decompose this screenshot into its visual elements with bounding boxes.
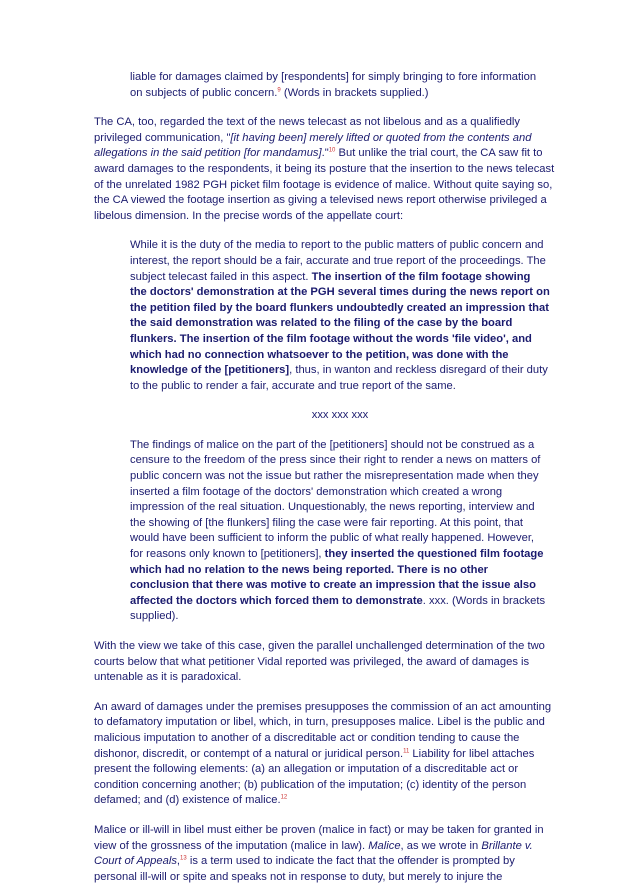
paragraph-text: (Words in brackets supplied.) (280, 86, 429, 99)
quote-continuation-paragraph (130, 70, 550, 101)
body-paragraph (94, 700, 558, 809)
footnote-link[interactable]: 11 (403, 747, 410, 754)
body-paragraph: With the view we take of this case, given the parallel unchallenged determination of the two courts below that what petitioner Vidal reported was privileged, the award of damages is untenable as it is paradoxical. (94, 640, 545, 684)
italic-text: Malice (368, 839, 401, 852)
paragraph-text: Liability for libel attaches present the following elements: (a) an allegation or imputation of a discreditable act or condition concerning another; (b) publication of the imputation; (c) identity of the person defamed; and (d) existence of malice. (94, 747, 535, 807)
quote-separator: xxx xxx xxx (311, 409, 369, 422)
paragraph-text: An award of damages under the premises presupposes the commission of an act amounting to defamatory imputation or libel, which, in turn, presupposes malice. Libel is the public and malicious imputation to another of a discreditable act or condition tending to cause the dishonor, discredit, or contempt of a natural or juridical person. (94, 700, 552, 760)
footnote-link[interactable]: 10 (328, 147, 336, 154)
italic-text: [it having been] merely lifted or quoted from the contents and allegations in the said petition [for mandamus] (94, 131, 532, 160)
paragraph-text: The CA, too, regarded the text of the news telecast as not libelous and as a qualifiedly privileged communication, " (94, 116, 521, 144)
paragraph-text: , (176, 855, 181, 868)
bold-text: they inserted the questioned film footage which had no relation to the news being reported. There is no other conclusion that there was motive to create an impression that the issue also affected the doctors which forced them to demonstrate (130, 548, 544, 607)
paragraph-text: Malice or ill-will in libel must either be proven (malice in fact) or may be taken for granted in view of the grossness of the imputation (malice in law). (94, 823, 544, 852)
body-paragraph (94, 115, 558, 224)
footnote-link[interactable]: 13 (180, 855, 187, 862)
quote-text: . xxx. (Words in brackets supplied). (130, 594, 546, 623)
paragraph-text: ." (321, 147, 329, 160)
quote-text: While it is the duty of the media to report to the public matters of public concern and interest, the report should be a fair, accurate and true report of the proceedings. The subject telecast failed in this aspect. (130, 239, 546, 283)
paragraph-text: liable for damages claimed by [respondents] for simply bringing to fore information on subjects of public concern. (130, 71, 537, 99)
case-citation: Brillante v. Court of Appeals (94, 839, 533, 868)
body-paragraph (94, 823, 558, 885)
paragraph-text: , as we wrote in (400, 839, 482, 852)
paragraph-text: But unlike the trial court, the CA saw fit to award damages to the respondents, it being its posture that the insertion to the news telecast of the unrelated 1982 PGH picket film footage is evidence of malice. Without quite saying so, the CA viewed the footage insertion as giving a televised news report otherwise privileged a libelous dimension. In the precise words of the appellate court: (94, 147, 555, 222)
block-quote (130, 438, 550, 625)
quote-text: The findings of malice on the part of the [petitioners] should not be construed as a censure to the freedom of the press since their right to render a news on matters of public concern was not the issue but rather the misrepresentation made when they inserted a film footage of the doctors' demonstration which created a wrong impression of the real situation. Unquestionably, the news reporting, interview and the showing of [the flunkers] filing the case were fair reporting. At this point, that would have been sufficient to inform the public of what really happened. However, for reasons only known to [petitioners], (130, 438, 541, 561)
footnote-link[interactable]: 12 (280, 794, 288, 801)
quote-text: , thus, in wanton and reckless disregard of their duty to the public to render a fair, accurate and true report of the same. (130, 364, 548, 392)
footnote-link[interactable]: 9 (277, 86, 281, 93)
bold-text: The insertion of the film footage showing the doctors' demonstration at the PGH several times during the news report on the petition filed by the board flunkers undoubtedly created an impression that the said demonstration was related to the filing of the case by the board flunkers. The insertion of the film footage without the words 'file video', and which had no connection whatsoever to the petition, was done with the knowledge of the [petitioners] (130, 270, 550, 377)
block-quote (130, 238, 550, 394)
paragraph-text: is a term used to indicate the fact that the offender is prompted by personal ill-will or spite and speaks not in response to duty, but merely to injure the (94, 855, 515, 883)
